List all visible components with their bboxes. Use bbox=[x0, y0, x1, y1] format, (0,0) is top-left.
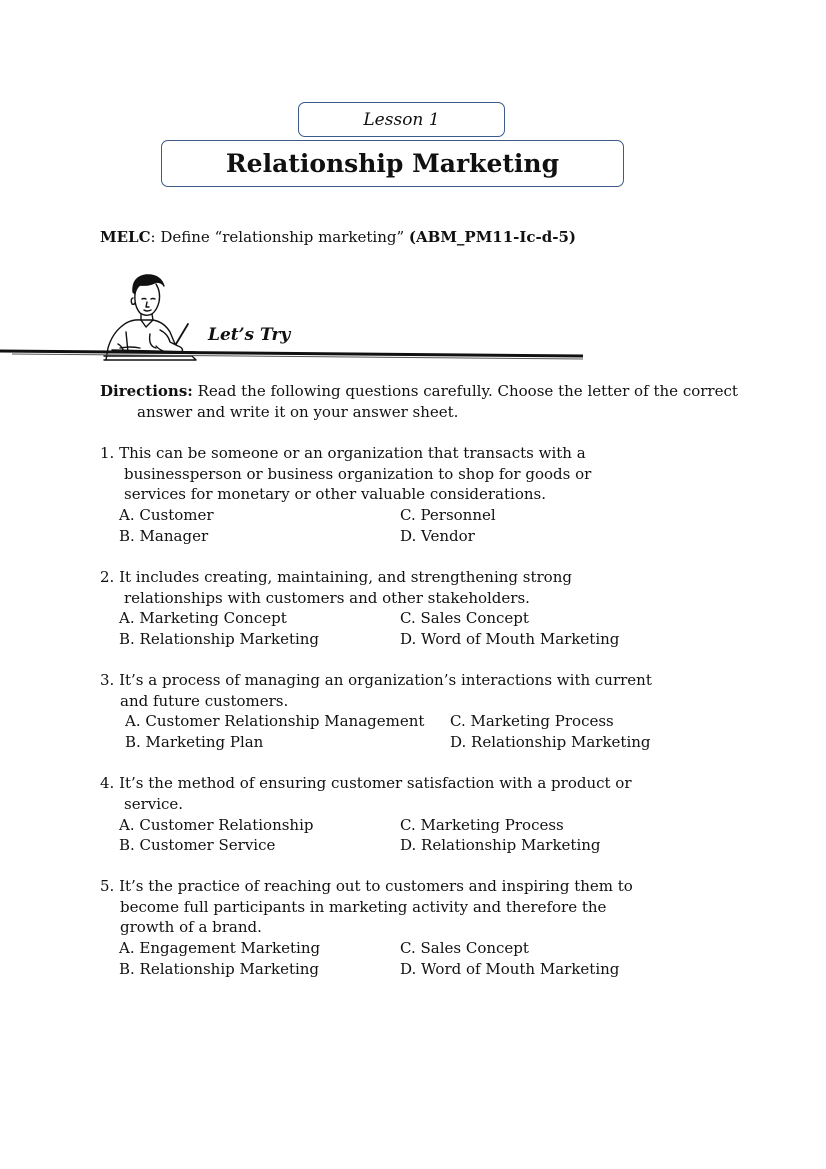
question-3-option-b: B. Marketing Plan bbox=[125, 733, 264, 751]
lesson-label bbox=[298, 102, 505, 137]
question-4-line-1: 4. It’s the method of ensuring customer satisfaction with a product or bbox=[100, 774, 632, 792]
directions-label: Directions: bbox=[100, 382, 193, 400]
question-4-option-c: C. Marketing Process bbox=[400, 816, 564, 834]
question-4-option-b: B. Customer Service bbox=[119, 836, 276, 854]
question-1-option-d: D. Vendor bbox=[400, 527, 475, 545]
student-writing-illustration bbox=[104, 275, 196, 360]
question-5 bbox=[100, 876, 633, 938]
question-3-line-2: and future customers. bbox=[120, 691, 289, 710]
directions-line-1 bbox=[100, 381, 738, 402]
question-3-option-a: A. Customer Relationship Management bbox=[125, 712, 425, 730]
question-2-option-c: C. Sales Concept bbox=[400, 609, 529, 627]
page-title bbox=[161, 140, 624, 187]
question-5-option-d: D. Word of Mouth Marketing bbox=[400, 960, 620, 978]
question-2-line-2: relationships with customers and other stakeholders. bbox=[124, 588, 530, 607]
question-2 bbox=[100, 567, 572, 608]
directions-word: Choose bbox=[497, 382, 554, 400]
question-2-option-a: A. Marketing Concept bbox=[119, 609, 287, 627]
question-2-option-b: B. Relationship Marketing bbox=[119, 630, 320, 648]
banner-rule-thick bbox=[0, 351, 583, 356]
melc-label: MELC bbox=[100, 228, 151, 246]
question-4-line-2: service. bbox=[124, 794, 184, 813]
question-4-option-d: D. Relationship Marketing bbox=[400, 836, 601, 854]
question-5-option-b: B. Relationship Marketing bbox=[119, 960, 320, 978]
question-3-line-1: 3. It’s a process of managing an organization’s interactions with current bbox=[100, 671, 652, 689]
directions-word: the bbox=[558, 382, 583, 400]
question-4 bbox=[100, 773, 632, 814]
lesson-label-text: Lesson 1 bbox=[363, 109, 440, 130]
melc-line bbox=[100, 228, 576, 246]
question-2-option-d: D. Word of Mouth Marketing bbox=[400, 630, 620, 648]
directions-word: questions bbox=[345, 382, 419, 400]
page-title-text: Relationship Marketing bbox=[225, 149, 560, 178]
directions-word: Read bbox=[197, 382, 237, 400]
question-5-line-1: 5. It’s the practice of reaching out to customers and inspiring them to bbox=[100, 877, 633, 895]
melc-text: : Define “relationship marketing” bbox=[150, 228, 409, 246]
lets-try-banner bbox=[0, 272, 600, 364]
directions-word: the bbox=[241, 382, 266, 400]
question-1-option-b: B. Manager bbox=[119, 527, 209, 545]
directions-block bbox=[100, 381, 738, 423]
question-5-line-2: become full participants in marketing activity and therefore the bbox=[120, 897, 607, 916]
directions-word: letter bbox=[587, 382, 630, 400]
directions-word: the bbox=[653, 382, 679, 400]
directions-word: correct bbox=[682, 382, 738, 400]
melc-code: (ABM_PM11-Ic-d-5) bbox=[408, 228, 577, 246]
question-3 bbox=[100, 670, 652, 711]
question-3-option-c: C. Marketing Process bbox=[450, 712, 614, 730]
question-5-line-3: growth of a brand. bbox=[120, 918, 262, 937]
question-4-option-a: A. Customer Relationship bbox=[119, 816, 314, 834]
question-3-option-d: D. Relationship Marketing bbox=[450, 733, 651, 751]
directions-word: of bbox=[634, 382, 649, 400]
question-1-option-a: A. Customer bbox=[119, 506, 214, 524]
question-5-option-c: C. Sales Concept bbox=[400, 939, 529, 957]
question-1 bbox=[100, 443, 591, 505]
question-1-line-2: businessperson or business organization to shop for goods or bbox=[124, 464, 592, 483]
question-1-line-1: 1. This can be someone or an organization that transacts with a bbox=[100, 444, 586, 462]
section-heading: Let’s Try bbox=[208, 325, 291, 345]
directions-word: carefully. bbox=[423, 382, 493, 400]
question-1-option-c: C. Personnel bbox=[400, 506, 496, 524]
directions-word: following bbox=[270, 382, 341, 400]
directions-line-2: answer and write it on your answer sheet. bbox=[137, 403, 459, 421]
question-5-option-a: A. Engagement Marketing bbox=[119, 939, 321, 957]
question-1-line-3: services for monetary or other valuable considerations. bbox=[124, 485, 546, 504]
question-2-line-1: 2. It includes creating, maintaining, and strengthening strong bbox=[100, 568, 572, 586]
